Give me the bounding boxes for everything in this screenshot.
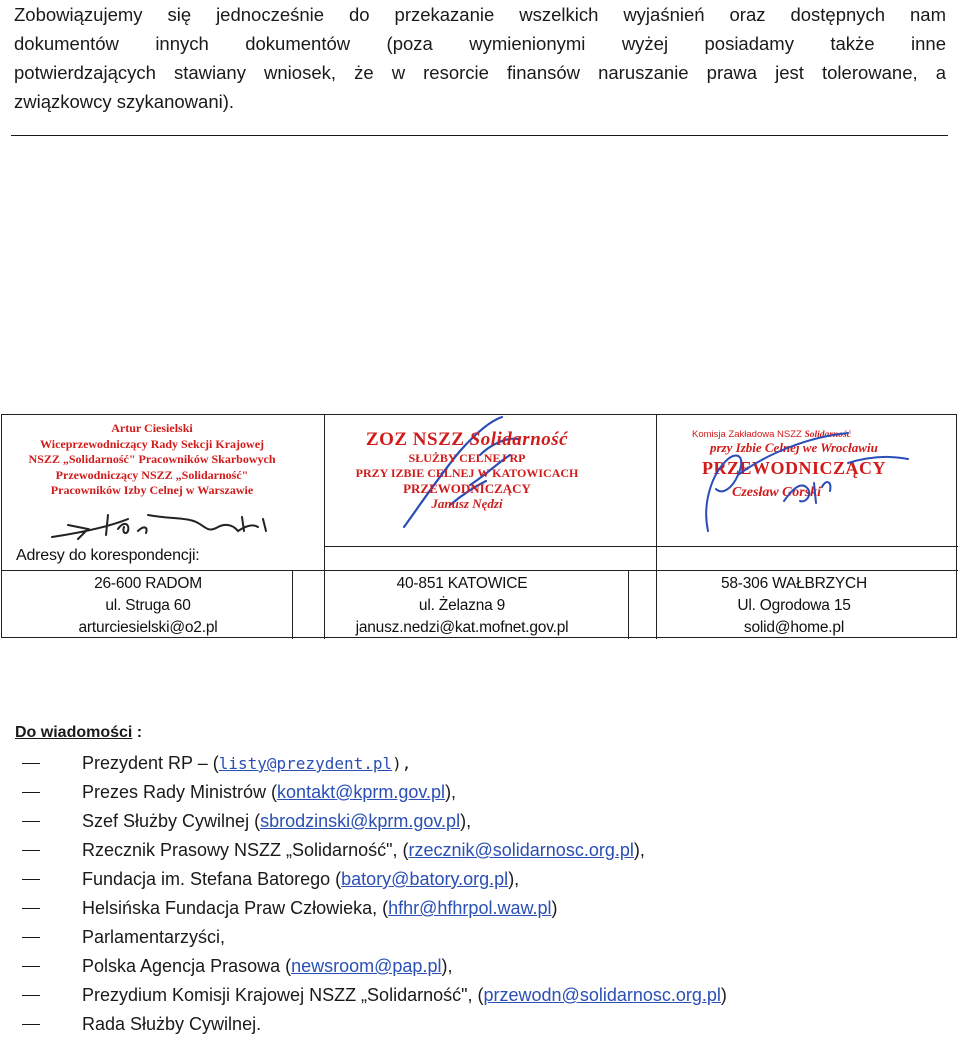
cc-recipient: Helsińska Fundacja Praw Człowieka, ( bbox=[82, 898, 389, 918]
stamp-line: PRZEWODNICZĄCY bbox=[702, 458, 887, 478]
dash-bullet bbox=[22, 995, 40, 996]
cc-email-link[interactable]: listy@prezydent.pl bbox=[218, 754, 393, 773]
dash-bullet bbox=[22, 850, 40, 851]
stamp-line: SŁUŻBY CELNEJ RP bbox=[408, 451, 526, 465]
stamp-name: Czesław Górski bbox=[732, 485, 822, 500]
address-email[interactable]: arturciesielski@o2.pl bbox=[78, 619, 218, 636]
cc-recipient: Prezydent RP – ( bbox=[82, 753, 219, 773]
stamp-line: PRZEWODNICZĄCY bbox=[403, 481, 531, 496]
cc-heading-label: Do wiadomości bbox=[15, 724, 133, 741]
intro-paragraph bbox=[14, 0, 946, 116]
stamp-line: PRZY IZBIE CELNEJ W KATOWICACH bbox=[355, 466, 579, 480]
addresses-label: Adresy do korespondencji: bbox=[16, 547, 200, 564]
cc-recipient: Rada Służby Cywilnej. bbox=[82, 1014, 262, 1034]
stamp-line: Komisja Zakładowa NSZZ bbox=[692, 429, 802, 440]
stamp-line: Artur Ciesielski bbox=[111, 421, 193, 435]
address-email[interactable]: solid@home.pl bbox=[743, 619, 845, 636]
cc-punctuation: ) bbox=[551, 898, 558, 918]
stamp-zoz: ZOZ NSZZ bbox=[365, 429, 465, 450]
address-city: 58-306 WAŁBRZYCH bbox=[720, 575, 868, 592]
address-street: ul. Żelazna 9 bbox=[418, 597, 506, 614]
dash-bullet bbox=[22, 937, 40, 938]
stamp-name: Janusz Nędzi bbox=[431, 496, 503, 511]
cc-punctuation: ), bbox=[441, 956, 453, 976]
intro-line: potwierdzających stawiany wniosek, że w resorcie finansów naruszanie prawa jest tolerowane, a bbox=[14, 62, 946, 83]
address-street: Ul. Ogrodowa 15 bbox=[737, 597, 851, 614]
horizontal-rule bbox=[11, 135, 948, 136]
cc-email-link[interactable]: newsroom@pap.pl bbox=[291, 956, 442, 976]
stamp-line: Pracowników Izby Celnej w Warszawie bbox=[50, 483, 254, 497]
address-city: 26-600 RADOM bbox=[94, 575, 202, 592]
cc-email-link[interactable]: rzecznik@solidarnosc.org.pl bbox=[408, 840, 634, 860]
dash-bullet bbox=[22, 821, 40, 822]
dash-bullet bbox=[22, 1024, 40, 1025]
cc-email-link[interactable]: batory@batory.org.pl bbox=[341, 869, 509, 889]
cc-recipient: Parlamentarzyści, bbox=[82, 927, 226, 947]
cc-recipient: Szef Służby Cywilnej ( bbox=[82, 811, 261, 831]
cc-punctuation: ), bbox=[392, 754, 412, 773]
table-divider bbox=[324, 415, 325, 639]
stamp-warsaw bbox=[12, 421, 292, 499]
intro-line: Zobowiązujemy się jednocześnie do przekazanie wszelkich wyjaśnień oraz dostępnych nam bbox=[14, 4, 946, 25]
table-divider bbox=[2, 570, 958, 571]
dash-bullet bbox=[22, 908, 40, 909]
stamp-line: przy Izbie Celnej we Wrocławiu bbox=[710, 440, 878, 455]
solidarnosc-logo: Solidarność bbox=[804, 430, 851, 440]
address-stamp-table bbox=[1, 414, 957, 638]
cc-recipient: Fundacja im. Stefana Batorego ( bbox=[82, 869, 342, 889]
stamp-katowice bbox=[347, 429, 587, 511]
table-divider bbox=[656, 415, 657, 639]
cc-punctuation: ), bbox=[633, 840, 645, 860]
cc-email-link[interactable]: hfhr@hfhrpol.waw.pl bbox=[388, 898, 552, 918]
cc-email-link[interactable]: sbrodzinski@kprm.gov.pl bbox=[260, 811, 461, 831]
intro-line: związkowcy szykanowani). bbox=[14, 91, 235, 112]
table-divider bbox=[628, 570, 629, 639]
address-katowice bbox=[332, 573, 592, 639]
address-radom bbox=[18, 573, 278, 639]
dash-bullet bbox=[22, 879, 40, 880]
dash-bullet bbox=[22, 763, 40, 764]
dash-bullet bbox=[22, 792, 40, 793]
cc-punctuation: ), bbox=[445, 782, 457, 802]
cc-email-link[interactable]: kontakt@kprm.gov.pl bbox=[277, 782, 446, 802]
cc-heading bbox=[15, 724, 142, 742]
address-city: 40-851 KATOWICE bbox=[396, 575, 528, 592]
cc-recipient: Rzecznik Prasowy NSZZ „Solidarność", ( bbox=[82, 840, 409, 860]
cc-punctuation: ), bbox=[508, 869, 520, 889]
stamp-line: NSZZ „Solidarność" Pracowników Skarbowych bbox=[28, 452, 276, 466]
cc-recipient: Polska Agencja Prasowa ( bbox=[82, 956, 292, 976]
stamp-line: Przewodniczący NSZZ „Solidarność" bbox=[55, 467, 249, 482]
dash-bullet bbox=[22, 966, 40, 967]
solidarnosc-logo: Solidarność bbox=[469, 429, 569, 450]
stamp-line: Wiceprzewodniczący Rady Sekcji Krajowej bbox=[39, 436, 265, 451]
cc-punctuation: ), bbox=[460, 811, 472, 831]
intro-line: dokumentów innych dokumentów (poza wymienionymi wyżej posiadamy także inne bbox=[14, 33, 946, 54]
cc-punctuation: ) bbox=[720, 985, 727, 1005]
address-walbrzych bbox=[664, 573, 924, 639]
address-street: ul. Struga 60 bbox=[105, 597, 191, 614]
signature-ciesielski bbox=[48, 505, 278, 545]
address-email[interactable]: janusz.nedzi@kat.mofnet.gov.pl bbox=[355, 619, 569, 636]
cc-email-link[interactable]: przewodn@solidarnosc.org.pl bbox=[483, 985, 721, 1005]
signature-gorski bbox=[698, 423, 918, 538]
cc-recipient: Prezes Rady Ministrów ( bbox=[82, 782, 278, 802]
cc-recipient: Prezydium Komisji Krajowej NSZZ „Solidarność", ( bbox=[82, 985, 484, 1005]
cc-heading-colon: : bbox=[132, 724, 143, 741]
table-divider bbox=[292, 570, 293, 639]
